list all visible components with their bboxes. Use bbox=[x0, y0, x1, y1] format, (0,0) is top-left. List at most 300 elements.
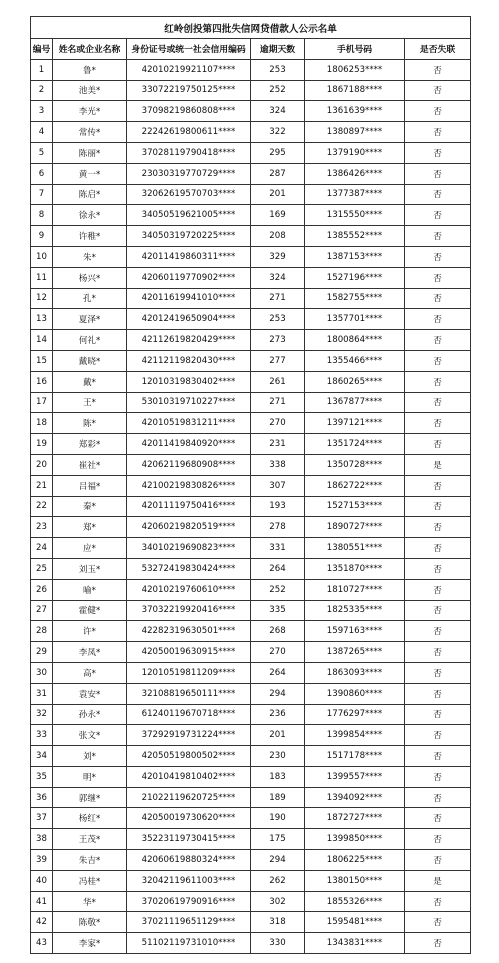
cell-overdue-days: 193 bbox=[251, 496, 305, 517]
cell-number: 36 bbox=[31, 787, 53, 808]
cell-lost-contact: 否 bbox=[405, 267, 471, 288]
cell-id-code: 34050519621005**** bbox=[127, 205, 251, 226]
cell-overdue-days: 335 bbox=[251, 600, 305, 621]
cell-id-code: 12010519811209**** bbox=[127, 662, 251, 683]
table-row bbox=[31, 475, 471, 496]
cell-name: 王* bbox=[53, 392, 127, 413]
cell-phone: 1380150**** bbox=[305, 870, 405, 891]
cell-name: 戴晓* bbox=[53, 350, 127, 371]
cell-id-code: 12010319830402**** bbox=[127, 371, 251, 392]
table-row bbox=[31, 163, 471, 184]
table-row bbox=[31, 392, 471, 413]
cell-name: 杨兴* bbox=[53, 267, 127, 288]
cell-id-code: 37021119651129**** bbox=[127, 912, 251, 933]
cell-id-code: 23030319770729**** bbox=[127, 163, 251, 184]
cell-number: 24 bbox=[31, 538, 53, 559]
table-row bbox=[31, 766, 471, 787]
cell-number: 19 bbox=[31, 434, 53, 455]
cell-phone: 1386426**** bbox=[305, 163, 405, 184]
cell-overdue-days: 169 bbox=[251, 205, 305, 226]
cell-overdue-days: 189 bbox=[251, 787, 305, 808]
borrower-table bbox=[30, 16, 471, 954]
cell-name: 鲁* bbox=[53, 59, 127, 80]
cell-phone: 1351870**** bbox=[305, 558, 405, 579]
table-row bbox=[31, 558, 471, 579]
cell-lost-contact: 否 bbox=[405, 80, 471, 101]
cell-lost-contact: 否 bbox=[405, 725, 471, 746]
cell-phone: 1355466**** bbox=[305, 350, 405, 371]
cell-overdue-days: 278 bbox=[251, 517, 305, 538]
cell-name: 张文* bbox=[53, 725, 127, 746]
cell-name: 刘玉* bbox=[53, 558, 127, 579]
cell-phone: 1862722**** bbox=[305, 475, 405, 496]
cell-id-code: 42010419810402**** bbox=[127, 766, 251, 787]
cell-overdue-days: 271 bbox=[251, 288, 305, 309]
cell-overdue-days: 208 bbox=[251, 226, 305, 247]
cell-name: 陈敬* bbox=[53, 912, 127, 933]
cell-lost-contact: 否 bbox=[405, 600, 471, 621]
table-row bbox=[31, 579, 471, 600]
cell-phone: 1527196**** bbox=[305, 267, 405, 288]
table-row bbox=[31, 683, 471, 704]
cell-id-code: 34050319720225**** bbox=[127, 226, 251, 247]
cell-lost-contact: 否 bbox=[405, 309, 471, 330]
cell-id-code: 51102119731010**** bbox=[127, 933, 251, 954]
cell-number: 16 bbox=[31, 371, 53, 392]
cell-number: 5 bbox=[31, 142, 53, 163]
cell-lost-contact: 否 bbox=[405, 766, 471, 787]
cell-id-code: 42012419650904**** bbox=[127, 309, 251, 330]
cell-id-code: 37028119790418**** bbox=[127, 142, 251, 163]
cell-overdue-days: 268 bbox=[251, 621, 305, 642]
cell-id-code: 35223119730415**** bbox=[127, 829, 251, 850]
cell-id-code: 22242619800611**** bbox=[127, 122, 251, 143]
cell-id-code: 34010219690823**** bbox=[127, 538, 251, 559]
cell-overdue-days: 324 bbox=[251, 267, 305, 288]
cell-lost-contact: 否 bbox=[405, 850, 471, 871]
cell-name: 高* bbox=[53, 662, 127, 683]
cell-phone: 1350728**** bbox=[305, 454, 405, 475]
cell-overdue-days: 302 bbox=[251, 891, 305, 912]
cell-phone: 1597163**** bbox=[305, 621, 405, 642]
cell-id-code: 42060219820519**** bbox=[127, 517, 251, 538]
cell-number: 21 bbox=[31, 475, 53, 496]
cell-name: 黄一* bbox=[53, 163, 127, 184]
cell-lost-contact: 否 bbox=[405, 496, 471, 517]
cell-phone: 1377387**** bbox=[305, 184, 405, 205]
cell-id-code: 42060619880324**** bbox=[127, 850, 251, 871]
cell-lost-contact: 否 bbox=[405, 829, 471, 850]
cell-lost-contact: 否 bbox=[405, 933, 471, 954]
cell-name: 孙永* bbox=[53, 704, 127, 725]
cell-number: 42 bbox=[31, 912, 53, 933]
cell-name: 刘* bbox=[53, 746, 127, 767]
cell-id-code: 32042119611003**** bbox=[127, 870, 251, 891]
cell-phone: 1527153**** bbox=[305, 496, 405, 517]
table-row bbox=[31, 496, 471, 517]
cell-id-code: 53272419830424**** bbox=[127, 558, 251, 579]
cell-number: 37 bbox=[31, 808, 53, 829]
cell-overdue-days: 264 bbox=[251, 662, 305, 683]
cell-phone: 1399854**** bbox=[305, 725, 405, 746]
cell-phone: 1776297**** bbox=[305, 704, 405, 725]
cell-lost-contact: 否 bbox=[405, 787, 471, 808]
cell-name: 孔* bbox=[53, 288, 127, 309]
cell-phone: 1872727**** bbox=[305, 808, 405, 829]
cell-phone: 1595481**** bbox=[305, 912, 405, 933]
cell-number: 23 bbox=[31, 517, 53, 538]
cell-number: 33 bbox=[31, 725, 53, 746]
cell-lost-contact: 否 bbox=[405, 205, 471, 226]
cell-id-code: 37032219920416**** bbox=[127, 600, 251, 621]
table-row bbox=[31, 704, 471, 725]
cell-overdue-days: 231 bbox=[251, 434, 305, 455]
cell-number: 11 bbox=[31, 267, 53, 288]
cell-id-code: 33072219750125**** bbox=[127, 80, 251, 101]
cell-number: 8 bbox=[31, 205, 53, 226]
cell-name: 杨红* bbox=[53, 808, 127, 829]
cell-phone: 1387153**** bbox=[305, 246, 405, 267]
cell-number: 7 bbox=[31, 184, 53, 205]
cell-phone: 1387265**** bbox=[305, 642, 405, 663]
cell-overdue-days: 183 bbox=[251, 766, 305, 787]
cell-id-code: 42010519831211**** bbox=[127, 413, 251, 434]
cell-id-code: 61240119670718**** bbox=[127, 704, 251, 725]
cell-name: 戴* bbox=[53, 371, 127, 392]
cell-phone: 1394092**** bbox=[305, 787, 405, 808]
cell-overdue-days: 338 bbox=[251, 454, 305, 475]
cell-number: 41 bbox=[31, 891, 53, 912]
cell-overdue-days: 270 bbox=[251, 413, 305, 434]
cell-number: 30 bbox=[31, 662, 53, 683]
cell-phone: 1806225**** bbox=[305, 850, 405, 871]
cell-lost-contact: 否 bbox=[405, 475, 471, 496]
cell-lost-contact: 否 bbox=[405, 579, 471, 600]
cell-id-code: 42112619820429**** bbox=[127, 330, 251, 351]
cell-number: 17 bbox=[31, 392, 53, 413]
cell-phone: 1361639**** bbox=[305, 101, 405, 122]
cell-phone: 1367877**** bbox=[305, 392, 405, 413]
cell-number: 3 bbox=[31, 101, 53, 122]
cell-lost-contact: 否 bbox=[405, 912, 471, 933]
cell-overdue-days: 236 bbox=[251, 704, 305, 725]
cell-phone: 1380897**** bbox=[305, 122, 405, 143]
cell-id-code: 37020619790916**** bbox=[127, 891, 251, 912]
table-row bbox=[31, 413, 471, 434]
table-row bbox=[31, 538, 471, 559]
cell-id-code: 37098219860808**** bbox=[127, 101, 251, 122]
cell-name: 常传* bbox=[53, 122, 127, 143]
cell-number: 40 bbox=[31, 870, 53, 891]
cell-lost-contact: 否 bbox=[405, 746, 471, 767]
table-row bbox=[31, 621, 471, 642]
cell-id-code: 42100219830826**** bbox=[127, 475, 251, 496]
header-name: 姓名或企业名称 bbox=[53, 39, 127, 60]
cell-number: 29 bbox=[31, 642, 53, 663]
cell-overdue-days: 271 bbox=[251, 392, 305, 413]
cell-overdue-days: 264 bbox=[251, 558, 305, 579]
cell-lost-contact: 否 bbox=[405, 517, 471, 538]
cell-id-code: 42112119820430**** bbox=[127, 350, 251, 371]
cell-name: 冯桂* bbox=[53, 870, 127, 891]
cell-phone: 1860265**** bbox=[305, 371, 405, 392]
table-row bbox=[31, 454, 471, 475]
cell-lost-contact: 否 bbox=[405, 163, 471, 184]
cell-phone: 1863093**** bbox=[305, 662, 405, 683]
cell-number: 43 bbox=[31, 933, 53, 954]
table-row bbox=[31, 891, 471, 912]
cell-phone: 1315550**** bbox=[305, 205, 405, 226]
table-row bbox=[31, 371, 471, 392]
table-row bbox=[31, 330, 471, 351]
cell-overdue-days: 252 bbox=[251, 80, 305, 101]
table-row bbox=[31, 787, 471, 808]
cell-phone: 1397121**** bbox=[305, 413, 405, 434]
cell-number: 32 bbox=[31, 704, 53, 725]
cell-name: 何礼* bbox=[53, 330, 127, 351]
cell-phone: 1380551**** bbox=[305, 538, 405, 559]
cell-name: 池美* bbox=[53, 80, 127, 101]
cell-id-code: 42011619941010**** bbox=[127, 288, 251, 309]
cell-number: 31 bbox=[31, 683, 53, 704]
cell-id-code: 42050019630915**** bbox=[127, 642, 251, 663]
cell-phone: 1890727**** bbox=[305, 517, 405, 538]
cell-number: 26 bbox=[31, 579, 53, 600]
cell-name: 夏泽* bbox=[53, 309, 127, 330]
cell-number: 9 bbox=[31, 226, 53, 247]
cell-overdue-days: 253 bbox=[251, 309, 305, 330]
cell-lost-contact: 否 bbox=[405, 621, 471, 642]
cell-phone: 1825335**** bbox=[305, 600, 405, 621]
cell-phone: 1385552**** bbox=[305, 226, 405, 247]
table-row bbox=[31, 829, 471, 850]
table-row bbox=[31, 142, 471, 163]
cell-lost-contact: 否 bbox=[405, 350, 471, 371]
cell-overdue-days: 331 bbox=[251, 538, 305, 559]
cell-lost-contact: 否 bbox=[405, 226, 471, 247]
cell-overdue-days: 295 bbox=[251, 142, 305, 163]
header-phone: 手机号码 bbox=[305, 39, 405, 60]
cell-id-code: 42282319630501**** bbox=[127, 621, 251, 642]
table-row bbox=[31, 205, 471, 226]
cell-number: 38 bbox=[31, 829, 53, 850]
header-row bbox=[31, 39, 471, 60]
cell-name: 秦* bbox=[53, 496, 127, 517]
header-number: 编号 bbox=[31, 39, 53, 60]
cell-number: 20 bbox=[31, 454, 53, 475]
cell-overdue-days: 294 bbox=[251, 850, 305, 871]
cell-name: 李家* bbox=[53, 933, 127, 954]
cell-lost-contact: 否 bbox=[405, 704, 471, 725]
table-row bbox=[31, 101, 471, 122]
table-row bbox=[31, 309, 471, 330]
table-row bbox=[31, 850, 471, 871]
cell-overdue-days: 322 bbox=[251, 122, 305, 143]
cell-name: 应* bbox=[53, 538, 127, 559]
table-row bbox=[31, 870, 471, 891]
cell-number: 12 bbox=[31, 288, 53, 309]
cell-name: 吕福* bbox=[53, 475, 127, 496]
cell-id-code: 42011119750416**** bbox=[127, 496, 251, 517]
cell-name: 陈* bbox=[53, 413, 127, 434]
cell-number: 25 bbox=[31, 558, 53, 579]
cell-name: 陈启* bbox=[53, 184, 127, 205]
cell-lost-contact: 否 bbox=[405, 101, 471, 122]
cell-overdue-days: 273 bbox=[251, 330, 305, 351]
cell-lost-contact: 否 bbox=[405, 246, 471, 267]
cell-number: 34 bbox=[31, 746, 53, 767]
cell-number: 39 bbox=[31, 850, 53, 871]
cell-phone: 1582755**** bbox=[305, 288, 405, 309]
cell-overdue-days: 201 bbox=[251, 725, 305, 746]
cell-lost-contact: 否 bbox=[405, 288, 471, 309]
cell-number: 15 bbox=[31, 350, 53, 371]
cell-lost-contact: 否 bbox=[405, 662, 471, 683]
cell-number: 27 bbox=[31, 600, 53, 621]
cell-name: 郑* bbox=[53, 517, 127, 538]
cell-overdue-days: 318 bbox=[251, 912, 305, 933]
cell-overdue-days: 190 bbox=[251, 808, 305, 829]
cell-overdue-days: 201 bbox=[251, 184, 305, 205]
table-row bbox=[31, 59, 471, 80]
cell-phone: 1806253**** bbox=[305, 59, 405, 80]
cell-id-code: 42050519800502**** bbox=[127, 746, 251, 767]
cell-id-code: 21022119620725**** bbox=[127, 787, 251, 808]
cell-overdue-days: 252 bbox=[251, 579, 305, 600]
cell-id-code: 32062619570703**** bbox=[127, 184, 251, 205]
table-row bbox=[31, 725, 471, 746]
cell-number: 18 bbox=[31, 413, 53, 434]
cell-id-code: 37292919731224**** bbox=[127, 725, 251, 746]
cell-id-code: 42010219760610**** bbox=[127, 579, 251, 600]
cell-name: 王茂* bbox=[53, 829, 127, 850]
cell-number: 35 bbox=[31, 766, 53, 787]
header-id-code: 身份证号或统一社会信用编码 bbox=[127, 39, 251, 60]
cell-name: 明* bbox=[53, 766, 127, 787]
table-row bbox=[31, 80, 471, 101]
table-row bbox=[31, 434, 471, 455]
table-row bbox=[31, 746, 471, 767]
cell-overdue-days: 294 bbox=[251, 683, 305, 704]
cell-id-code: 42060119770902**** bbox=[127, 267, 251, 288]
cell-lost-contact: 否 bbox=[405, 330, 471, 351]
cell-phone: 1351724**** bbox=[305, 434, 405, 455]
cell-overdue-days: 277 bbox=[251, 350, 305, 371]
cell-number: 2 bbox=[31, 80, 53, 101]
cell-number: 6 bbox=[31, 163, 53, 184]
cell-name: 李凤* bbox=[53, 642, 127, 663]
cell-lost-contact: 否 bbox=[405, 434, 471, 455]
cell-lost-contact: 否 bbox=[405, 59, 471, 80]
cell-number: 28 bbox=[31, 621, 53, 642]
cell-overdue-days: 270 bbox=[251, 642, 305, 663]
cell-number: 14 bbox=[31, 330, 53, 351]
header-lost-contact: 是否失联 bbox=[405, 39, 471, 60]
cell-phone: 1800864**** bbox=[305, 330, 405, 351]
cell-phone: 1390860**** bbox=[305, 683, 405, 704]
cell-name: 崔社* bbox=[53, 454, 127, 475]
cell-phone: 1379190**** bbox=[305, 142, 405, 163]
cell-phone: 1343831**** bbox=[305, 933, 405, 954]
cell-lost-contact: 否 bbox=[405, 184, 471, 205]
cell-name: 许* bbox=[53, 621, 127, 642]
cell-phone: 1357701**** bbox=[305, 309, 405, 330]
cell-lost-contact: 否 bbox=[405, 808, 471, 829]
table-row bbox=[31, 226, 471, 247]
cell-number: 4 bbox=[31, 122, 53, 143]
header-overdue-days: 逾期天数 bbox=[251, 39, 305, 60]
cell-phone: 1810727**** bbox=[305, 579, 405, 600]
cell-overdue-days: 253 bbox=[251, 59, 305, 80]
table-row bbox=[31, 933, 471, 954]
cell-lost-contact: 否 bbox=[405, 142, 471, 163]
cell-name: 华* bbox=[53, 891, 127, 912]
cell-number: 22 bbox=[31, 496, 53, 517]
cell-lost-contact: 是 bbox=[405, 870, 471, 891]
cell-name: 许稚* bbox=[53, 226, 127, 247]
cell-lost-contact: 否 bbox=[405, 558, 471, 579]
cell-name: 郭继* bbox=[53, 787, 127, 808]
table-row bbox=[31, 662, 471, 683]
cell-id-code: 42062119680908**** bbox=[127, 454, 251, 475]
cell-phone: 1399557**** bbox=[305, 766, 405, 787]
table-body bbox=[31, 59, 471, 953]
cell-number: 13 bbox=[31, 309, 53, 330]
cell-number: 1 bbox=[31, 59, 53, 80]
cell-overdue-days: 261 bbox=[251, 371, 305, 392]
cell-name: 朱* bbox=[53, 246, 127, 267]
table-title: 红岭创投第四批失信网贷借款人公示名单 bbox=[31, 17, 471, 39]
table-row bbox=[31, 642, 471, 663]
cell-number: 10 bbox=[31, 246, 53, 267]
cell-lost-contact: 否 bbox=[405, 891, 471, 912]
cell-lost-contact: 否 bbox=[405, 122, 471, 143]
cell-id-code: 32108819650111**** bbox=[127, 683, 251, 704]
table-row bbox=[31, 912, 471, 933]
table-row bbox=[31, 288, 471, 309]
cell-overdue-days: 262 bbox=[251, 870, 305, 891]
table-row bbox=[31, 517, 471, 538]
cell-id-code: 53010319710227**** bbox=[127, 392, 251, 413]
cell-id-code: 42010219921107**** bbox=[127, 59, 251, 80]
cell-lost-contact: 否 bbox=[405, 642, 471, 663]
table-row bbox=[31, 246, 471, 267]
table-row bbox=[31, 184, 471, 205]
cell-overdue-days: 230 bbox=[251, 746, 305, 767]
cell-name: 郑彩* bbox=[53, 434, 127, 455]
table-row bbox=[31, 122, 471, 143]
cell-lost-contact: 否 bbox=[405, 683, 471, 704]
cell-name: 袁安* bbox=[53, 683, 127, 704]
table-row bbox=[31, 267, 471, 288]
cell-id-code: 42050019730620**** bbox=[127, 808, 251, 829]
cell-phone: 1517178**** bbox=[305, 746, 405, 767]
cell-phone: 1855326**** bbox=[305, 891, 405, 912]
cell-name: 朱吉* bbox=[53, 850, 127, 871]
cell-id-code: 42011419860311**** bbox=[127, 246, 251, 267]
cell-id-code: 42011419840920**** bbox=[127, 434, 251, 455]
cell-overdue-days: 329 bbox=[251, 246, 305, 267]
table-row bbox=[31, 350, 471, 371]
cell-overdue-days: 307 bbox=[251, 475, 305, 496]
cell-overdue-days: 330 bbox=[251, 933, 305, 954]
cell-name: 喻* bbox=[53, 579, 127, 600]
cell-lost-contact: 否 bbox=[405, 538, 471, 559]
table-row bbox=[31, 808, 471, 829]
cell-phone: 1867188**** bbox=[305, 80, 405, 101]
cell-name: 徐永* bbox=[53, 205, 127, 226]
cell-phone: 1399850**** bbox=[305, 829, 405, 850]
